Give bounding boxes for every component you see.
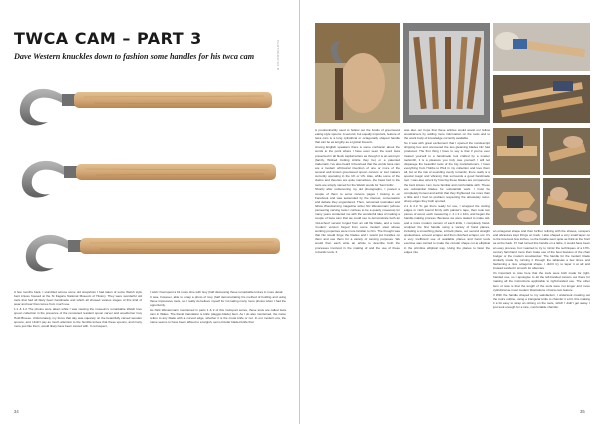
knife-two-ferrule [64, 166, 78, 178]
photo-credit: PHOTOGRAPHS BY DAVE WESTERN [276, 40, 280, 101]
photo-5-octagon-handle [493, 178, 540, 225]
left-column-1 [14, 290, 142, 404]
knife-three-blade [26, 235, 70, 272]
knife-one [20, 89, 272, 126]
left-col1-para-1: A few months back, I stumbled across some old snapshots I had taken of some Welsh style bent knives housed at the St Fagans National Museum of History. They were wonderful old tools that had all likely been handmade and which all showed various stages of this kind of wear and tear that comes from much use. [14, 290, 142, 307]
right-col3-para-3: 3 With the handle shaped to my satisfaction, I undertook creating out the tool's outline, using a triangular knife to chamfer it a bit, this making it a bit easy to wrap an oblong on the tools, which I didn't get away. I just took enough for a nice, comfortable chamfer. [493, 292, 590, 309]
right-col2-para-3: 2.1 & 2.2 To get them ready for use, I wrapped the cutting edges in cloth bound firmly with painter's tape, then took two pieces of wood, each measuring c. 2 x 2 x 12in, and began the handle-making process. Because we were tasked to make old- and a more modern version of each knife, I completely hand-sculpted the first handle using a variety of hand planes, including a smoothing plane, a block plane, our second straight spokeshave, a bevel scraper and then clutched scraper, etc. It's a very inefficient use of available planes and hand tools exercise was carried to make the circular shape cut at elliptical in the primitive elliptical way. Using the planes to facet the edges into [404, 204, 490, 254]
right-col3-para-2: It's important to note here that the tools were both made for right-handed use, so I apologise to all the left-handed carvers out there for making all the instructions applicable to right-handed use. The other item of note is that the length of the tools were not longer and more cylindrical as most modern illustrations of twca cam feature. [493, 271, 590, 292]
right-col1-para-3: Shortly after redisovering my old photographs, I posted a couple of them to some carvers pages I belong to on Facebook and was astounded by the interest, conversation and debate they engendered. Then, renowned toolmaker and fellow Woodcarving magazine writer Nic Westermann (whose pioneering carving tools I confess to be a quietly covetous) for many years contacted me with the wonderful idea of making a couple of twca cam that we could use to demonstrate both an 'old-school' version forged from an old file blade, and a more 'modern' version forged from some modern steel whose working properties were more familiar to him. The thought was that Nic would forge the blades and I would put handles on them and use them for a variety of carving purposes. We would then each write an article to describe both the processes involved in the making of and the use of these romantic tools. It [315, 187, 400, 254]
photo-2-2-handle-blanks [493, 75, 590, 123]
knife-three [26, 235, 280, 272]
article-title: TWCA CAM – PART 3 [14, 29, 202, 48]
right-page-number: 35 [580, 409, 585, 414]
photo-2-1-wrapped-blade [493, 23, 590, 71]
knife-one-ferrule [62, 94, 76, 106]
knife-three-handle [80, 238, 280, 254]
right-col1-para-2: Among English speakers there is some confusion about the words to the point where I have even seen the word twca presented in all block capital letters as though it is an acronym (family, Wicked Cutting Article they be) or a patented trademark. I've also heard it theorised that the words twca cam are a modern whimsical invention of one or more of the several well known greenwood spoon carvers or tool makers currently operating in the UK or US. Alas, while some of the claims and theories are quite marvellous, the basic fact is the tools are simply named for the Welsh words for 'bent knife'. [315, 145, 400, 187]
photo-1-1-knife-in-hand [315, 23, 400, 123]
right-col1-para-1: is predominantly used to hollow out the bowls of greenwood eating style spoons. A second, but equally important, feature of twca cam is a long cylindrical or octagonally shaped handle that can be as lengthy as a typical forearm. [315, 128, 400, 145]
right-col2-para-1: was also our hope that these articles would assist our fellow woodcarvers by adding more information on the tools and to the scant body of knowledge currently available. [404, 128, 490, 141]
knife-one-handle [74, 92, 272, 108]
article-standfirst: Dave Western knuckles down to fashion some handles for his twca cam [14, 52, 255, 61]
photo-4-spokeshave [543, 128, 590, 175]
knife-two-handle [76, 164, 276, 180]
right-column-2 [404, 128, 490, 404]
tools-photo [14, 70, 288, 284]
left-col2-para-1: I wish I had spent a bit more time with Guy (half discussing these remarkable knives in more detail. [150, 290, 284, 294]
photo-3-planing-handle [493, 128, 540, 175]
left-column-2 [150, 290, 286, 404]
right-col2-para-2: So it was with great excitement that I opened the nondescript shipping box and uncovered the two gleaming blades Nic had produced. The first thing I have to say is that if you've ever treated yourself to a handmade tool crafted by a master toolsmith, it is a pleasure you truly owe yourself. I will not disparage the beautiful tools of the big manufacturers, I have everything from Hobbs to Pfeil in my collection and love them all, but at the risk of sounding overly romantic, there really is a special magic and vibrancy that surrounds a good handmade tool. I was also struck by how big these blades are compared to the bent knives I am more familiar and comfortable with. These are substantial blades for substantial work. I must be completely honest and admit that they frightened me more than a little and I had no problem respecting the absolutely razor-sharp edges they both sported. [404, 141, 490, 204]
left-col2-para-3: As Nick Westermann mentioned in parts 1 & 2 of this multi-part series, these tools are called twca cam in Wales. The literal translation is knife (dagger-blade) bent. As I do also mentioned, the name refers to any blade with a curved edge, whether it is the crook knife or not. In our modern era, the name seems to have been affixed to a largish, semi-circular bladed knife that [150, 307, 286, 325]
knife-one-blade [20, 89, 64, 126]
photo-1-2-old-knives [403, 23, 490, 123]
knife-two [22, 161, 276, 198]
right-page [300, 0, 600, 424]
left-col2-para-2: It was, however, able to snap a photo of Guy (half demonstrating his method of holding and using these impressive tools, so I really do believe myself for not taking many more photos when I had the opportunity. [150, 294, 286, 308]
left-page-number: 34 [14, 409, 19, 414]
left-col1-para-2: 1.1 & 1.2 The photos were taken while I was viewing the museum's remarkable Welsh love spoon collection in the presence of the renowned resident spoon carver and woodturner Guy Hold Breese. Unfortunately, my focus that day was squarely on the beautifully carved wooden spoons, and I didn't pay as much attention to the humble knives that these spoons, and many more just like them, would likely have been carved with. In retrospect, [14, 307, 142, 328]
right-column-3 [493, 229, 590, 405]
right-column-1 [315, 128, 400, 404]
knife-three-ferrule [68, 240, 82, 252]
knife-two-blade [22, 161, 66, 198]
right-col3-para-1: an octagonal shape and then further refining with the shaves, scrapers and abrasives kept things on track. I also shaped a very small taper on to the foremost few inches, so the handle went quite as thick at the front as at the back. If I had turned this handle on a lathe, it would have been an easy process, but I wanted to try to mimic the techniques of a 17th-century farmhand more than make use of the best features of the chair bodger or the modern woodworker. The handle for the modern blade similarly made by running it through the tablesaw a few times and fashioning a nice octagonal shape. I didn't try to taper it at all and instead sanded it smooth for aftercare. [493, 229, 590, 271]
photo-6-chamfering [543, 178, 590, 225]
